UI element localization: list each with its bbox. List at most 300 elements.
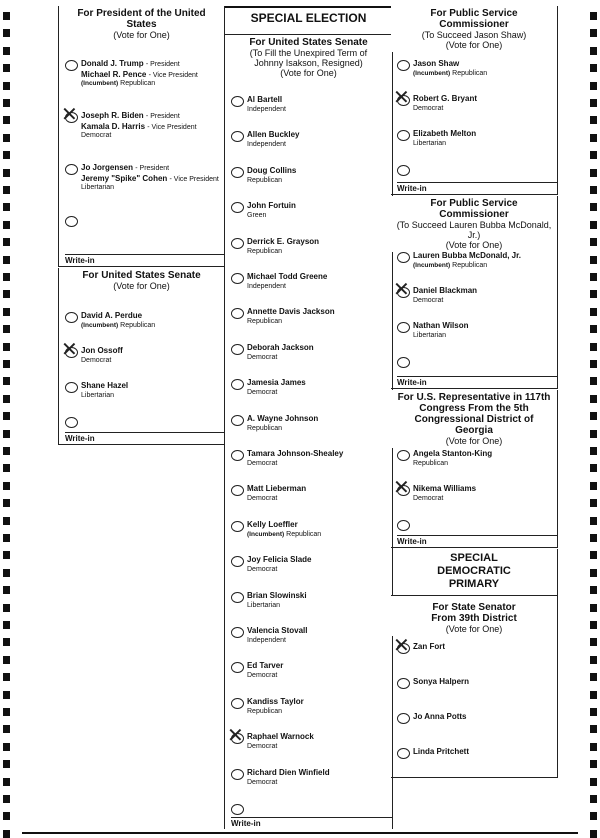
candidate-row[interactable] xyxy=(391,711,557,745)
candidate-row[interactable] xyxy=(391,277,557,319)
party-name: Republican xyxy=(413,460,449,467)
candidate-row[interactable] xyxy=(225,767,392,801)
candidate-party xyxy=(81,356,111,365)
write-in-label[interactable]: Write-in xyxy=(65,432,224,443)
party-name: Republican xyxy=(247,176,283,184)
candidate-name-text: A. Wayne Johnson xyxy=(247,413,319,423)
candidate-row[interactable] xyxy=(225,377,392,411)
vote-oval[interactable] xyxy=(65,164,78,175)
candidate-name-text: Al Bartell xyxy=(247,95,283,104)
candidate-name xyxy=(247,555,311,565)
candidate-party xyxy=(247,494,277,503)
candidate-row[interactable] xyxy=(391,676,557,710)
running-mate-name: Jeremy "Spike" Cohen xyxy=(81,174,168,183)
timing-mark xyxy=(590,604,597,612)
candidate-row[interactable] xyxy=(59,310,224,344)
timing-mark xyxy=(3,812,10,820)
candidate-name xyxy=(413,286,477,296)
timing-mark xyxy=(590,586,597,594)
timing-mark xyxy=(590,290,597,298)
timing-mark xyxy=(3,551,10,559)
candidate-name-text: Raphael Warnock xyxy=(247,732,314,742)
vote-oval[interactable] xyxy=(397,322,410,333)
candidate-name-text: Jo Jorgensen xyxy=(81,163,134,172)
vote-oval[interactable] xyxy=(231,485,244,496)
vote-mark-x: ✕ xyxy=(393,475,410,499)
timing-mark xyxy=(3,64,10,72)
timing-mark xyxy=(3,725,10,733)
candidate-name-text: Sonya Halpern xyxy=(413,677,470,686)
candidate-row[interactable] xyxy=(225,696,392,730)
timing-mark xyxy=(3,499,10,507)
vote-oval[interactable] xyxy=(231,202,244,213)
candidate-name xyxy=(247,520,298,530)
candidate-row[interactable] xyxy=(225,519,392,553)
candidate-row[interactable] xyxy=(225,94,392,128)
vote-oval[interactable] xyxy=(65,382,78,393)
write-in-label[interactable]: Write-in xyxy=(65,254,224,265)
party-name: Libertarian xyxy=(81,184,115,191)
candidate-row[interactable] xyxy=(391,250,557,284)
candidate-row[interactable] xyxy=(391,448,557,482)
party-name: Democrat xyxy=(247,460,278,467)
vote-oval[interactable] xyxy=(397,678,410,689)
candidate-name xyxy=(247,626,307,636)
candidate-name xyxy=(81,311,142,321)
candidate-name-text: Kelly Loeffler xyxy=(247,519,298,529)
candidate-row[interactable] xyxy=(59,380,224,414)
race-header xyxy=(225,35,392,80)
party-name: Independent xyxy=(247,283,286,290)
vote-oval[interactable] xyxy=(231,556,244,567)
timing-mark xyxy=(3,743,10,751)
candidate-name-text: Doug Collins xyxy=(247,165,297,175)
candidate-name xyxy=(247,661,283,671)
vote-mark-x: ✕ xyxy=(61,102,78,126)
vote-oval[interactable] xyxy=(397,130,410,141)
race-psc-shaw xyxy=(391,6,558,195)
candidate-party xyxy=(247,742,277,751)
candidate-role: - President xyxy=(135,165,170,172)
party-name: Republican xyxy=(286,530,322,538)
timing-mark xyxy=(590,812,597,820)
candidate-party xyxy=(247,601,280,610)
race-president xyxy=(58,6,224,267)
party-name: Republican xyxy=(247,318,283,326)
race-title: For State Senator From 39th District xyxy=(431,602,517,624)
candidate-name-text: Daniel Blackman xyxy=(413,286,478,295)
timing-mark xyxy=(3,273,10,281)
write-in-oval[interactable] xyxy=(397,357,410,368)
candidate-name xyxy=(247,378,306,388)
timing-mark xyxy=(3,377,10,385)
party-name: Democrat xyxy=(247,672,278,680)
party-name: Republican xyxy=(452,70,488,77)
timing-mark xyxy=(3,482,10,490)
timing-mark xyxy=(3,569,10,577)
candidate-name xyxy=(247,449,343,459)
candidate-party xyxy=(413,459,448,468)
timing-mark xyxy=(3,134,10,142)
timing-mark xyxy=(3,691,10,699)
candidate-party xyxy=(413,331,446,340)
candidate-row[interactable] xyxy=(225,236,392,270)
candidate-row[interactable] xyxy=(59,58,224,92)
party-name: Green xyxy=(247,212,267,220)
timing-mark xyxy=(3,621,10,629)
candidate-name-text: Deborah Jackson xyxy=(247,342,314,352)
candidate-name-text: Jo Anna Potts xyxy=(413,712,467,721)
candidate-name xyxy=(247,768,330,778)
write-in-label[interactable]: Write-in xyxy=(397,182,557,193)
timing-mark xyxy=(590,256,597,264)
party-name: Democrat xyxy=(413,495,444,502)
timing-mark xyxy=(3,604,10,612)
candidate-name-text: Shane Hazel xyxy=(81,381,129,390)
vote-oval[interactable] xyxy=(397,713,410,724)
bottom-border xyxy=(22,832,578,834)
party-name: Democrat xyxy=(413,297,444,304)
timing-mark xyxy=(590,203,597,211)
candidate-party xyxy=(247,176,282,185)
write-in-row[interactable] xyxy=(59,214,224,248)
vote-mark-x: ✕ xyxy=(393,633,410,657)
race-header xyxy=(391,390,557,448)
candidate-name-text: Tamara Johnson-Shealey xyxy=(247,449,344,458)
timing-mark xyxy=(590,499,597,507)
candidate-name-text: Allen Buckley xyxy=(247,130,300,140)
party-name: Democrat xyxy=(247,778,278,786)
race-us-senate xyxy=(58,268,224,445)
candidate-name xyxy=(247,166,296,176)
candidate-row[interactable] xyxy=(225,413,392,447)
candidate-row[interactable] xyxy=(225,625,392,659)
timing-mark xyxy=(590,534,597,542)
timing-mark xyxy=(3,238,10,246)
vote-mark-x: ✕ xyxy=(393,277,410,301)
write-in-label[interactable]: Write-in xyxy=(231,817,392,828)
candidate-name xyxy=(247,591,307,601)
write-in-oval[interactable] xyxy=(397,165,410,176)
timing-mark xyxy=(590,343,597,351)
candidate-party xyxy=(413,494,443,503)
candidate-name-text: Donald J. Trump xyxy=(81,59,144,68)
candidate-name xyxy=(81,346,123,356)
vote-oval[interactable] xyxy=(231,379,244,390)
candidate-row[interactable] xyxy=(225,271,392,305)
race-title: For United States Senate xyxy=(249,37,368,48)
vote-oval[interactable] xyxy=(231,131,244,142)
candidate-row[interactable] xyxy=(59,337,224,379)
vote-oval[interactable] xyxy=(231,627,244,638)
vote-oval[interactable] xyxy=(231,662,244,673)
timing-mark xyxy=(3,795,10,803)
write-in-oval[interactable] xyxy=(231,804,244,815)
candidate-row[interactable] xyxy=(391,633,557,675)
timing-mark xyxy=(3,308,10,316)
candidate-name xyxy=(413,129,476,139)
race-psc-mcdonald xyxy=(391,196,558,389)
candidate-name-text: Annette Davis Jackson xyxy=(247,307,335,317)
timing-mark xyxy=(3,343,10,351)
party-name: Democrat xyxy=(247,566,278,574)
timing-mark xyxy=(590,29,597,37)
candidate-row[interactable] xyxy=(225,165,392,199)
candidate-name-text: Jamesia James xyxy=(247,378,306,388)
candidate-role: - President xyxy=(145,113,180,120)
candidate-party xyxy=(247,317,282,326)
race-title: For United States Senate xyxy=(82,270,201,281)
timing-mark xyxy=(590,99,597,107)
vote-mark-x: ✕ xyxy=(61,337,78,361)
candidate-name xyxy=(247,201,296,211)
vote-oval[interactable] xyxy=(231,769,244,780)
vote-for-label: (Vote for One) xyxy=(445,624,503,634)
timing-mark xyxy=(590,395,597,403)
party-name: Democrat xyxy=(247,389,278,397)
candidate-name-text: Elizabeth Melton xyxy=(413,129,477,138)
timing-mark xyxy=(590,725,597,733)
timing-mark xyxy=(3,638,10,646)
timing-mark xyxy=(590,430,597,438)
candidate-name-text: Derrick E. Grayson xyxy=(247,236,320,246)
timing-mark xyxy=(3,221,10,229)
candidate-row[interactable] xyxy=(225,200,392,234)
candidate-name-text: Richard Dien Winfield xyxy=(247,767,330,777)
candidate-name xyxy=(247,414,318,424)
candidate-name-text: John Fortuin xyxy=(247,201,296,211)
vote-oval[interactable] xyxy=(231,96,244,107)
timing-mark xyxy=(3,116,10,124)
timing-mark xyxy=(590,621,597,629)
vote-oval[interactable] xyxy=(231,344,244,355)
candidate-party xyxy=(247,388,277,397)
candidate-row[interactable] xyxy=(59,162,224,196)
party-name: Democrat xyxy=(413,105,444,112)
candidate-name-text: Lauren Bubba McDonald, Jr. xyxy=(413,251,522,260)
vote-oval[interactable] xyxy=(231,273,244,284)
candidate-name-text: Kandiss Taylor xyxy=(247,696,304,706)
timing-mark xyxy=(3,395,10,403)
vote-oval[interactable] xyxy=(397,748,410,759)
race-title: For U.S. Representative in 117th Congress From the 5th Congressional District of Georgia xyxy=(397,392,551,436)
timing-mark xyxy=(3,186,10,194)
candidate-row[interactable] xyxy=(225,448,392,482)
candidate-row[interactable] xyxy=(225,483,392,517)
vote-oval[interactable] xyxy=(231,167,244,178)
timing-mark xyxy=(590,186,597,194)
timing-mark xyxy=(3,360,10,368)
candidate-row[interactable] xyxy=(225,723,392,765)
timing-mark xyxy=(3,203,10,211)
timing-mark xyxy=(590,116,597,124)
timing-mark xyxy=(3,673,10,681)
vote-oval[interactable] xyxy=(397,252,410,263)
vote-oval[interactable] xyxy=(231,698,244,709)
candidate-row[interactable] xyxy=(59,102,224,144)
party-name: Democrat xyxy=(247,743,278,751)
timing-mark xyxy=(590,656,597,664)
timing-mark xyxy=(3,29,10,37)
party-name: Libertarian xyxy=(413,140,447,147)
timing-mark xyxy=(590,82,597,90)
race-subtitle: (To Succeed Lauren Bubba McDonald, Jr.) xyxy=(396,220,552,240)
timing-mark xyxy=(590,377,597,385)
candidate-party xyxy=(247,424,282,433)
candidate-name xyxy=(413,251,521,261)
vote-oval[interactable] xyxy=(231,450,244,461)
timing-mark xyxy=(590,447,597,455)
timing-mark xyxy=(590,325,597,333)
timing-mark xyxy=(3,151,10,159)
candidate-name xyxy=(247,272,327,282)
timing-mark xyxy=(590,778,597,786)
timing-mark xyxy=(590,221,597,229)
candidate-name-text: Robert G. Bryant xyxy=(413,94,478,103)
candidate-row[interactable] xyxy=(225,129,392,163)
party-name: Independent xyxy=(247,141,286,149)
write-in-oval[interactable] xyxy=(397,520,410,531)
timing-mark xyxy=(3,430,10,438)
write-in-oval[interactable] xyxy=(65,216,78,227)
candidate-name-text: Joseph R. Biden xyxy=(81,111,144,120)
vote-oval[interactable] xyxy=(65,60,78,71)
party-name: Republican xyxy=(247,707,283,715)
vote-oval[interactable] xyxy=(231,592,244,603)
candidate-name xyxy=(247,732,314,742)
race-title: For President of the United States xyxy=(77,8,206,30)
timing-mark xyxy=(590,569,597,577)
incumbent-label: (Incumbent) xyxy=(247,530,285,538)
race-header xyxy=(59,6,224,42)
candidate-name xyxy=(247,307,335,317)
timing-mark xyxy=(590,412,597,420)
race-title: For Public Service Commissioner xyxy=(430,198,518,220)
timing-mark xyxy=(3,708,10,716)
running-mate-role: - Vice President xyxy=(148,72,198,79)
candidate-name xyxy=(247,237,319,247)
timing-mark xyxy=(590,464,597,472)
candidate-row[interactable] xyxy=(391,320,557,354)
party-name: Republican xyxy=(452,262,488,269)
candidate-name-text: Valencia Stovall xyxy=(247,626,308,635)
candidate-party xyxy=(247,211,266,220)
timing-mark xyxy=(590,273,597,281)
candidate-name xyxy=(247,343,314,353)
timing-mark xyxy=(590,673,597,681)
vote-for-label: (Vote for One) xyxy=(113,281,170,291)
candidate-row[interactable] xyxy=(391,475,557,517)
candidate-name xyxy=(247,484,306,494)
vote-for-label: (Vote for One) xyxy=(445,436,503,446)
special-primary-heading: SPECIAL DEMOCRATIC PRIMARY xyxy=(391,549,557,596)
timing-mark xyxy=(3,760,10,768)
vote-for-label: (Vote for One) xyxy=(113,30,170,40)
candidate-row[interactable] xyxy=(225,306,392,340)
candidate-row[interactable] xyxy=(225,554,392,588)
candidate-row[interactable] xyxy=(391,58,557,92)
timing-mark xyxy=(590,743,597,751)
candidate-name xyxy=(81,381,128,391)
write-in-oval[interactable] xyxy=(65,417,78,428)
vote-for-label: (Vote for One) xyxy=(445,40,503,50)
candidate-name xyxy=(81,163,219,185)
party-name: Democrat xyxy=(81,132,112,139)
race-subtitle: (To Fill the Unexpired Term of Johnny Isakson, Resigned) xyxy=(249,48,368,68)
party-name: Libertarian xyxy=(247,601,281,609)
vote-oval[interactable] xyxy=(231,308,244,319)
timing-mark xyxy=(590,638,597,646)
candidate-row[interactable] xyxy=(391,85,557,127)
write-in-label[interactable]: Write-in xyxy=(397,376,557,387)
candidate-name xyxy=(247,130,299,140)
party-name: Democrat xyxy=(247,353,278,361)
vote-oval[interactable] xyxy=(231,521,244,532)
candidate-party xyxy=(247,636,286,645)
timing-mark xyxy=(3,169,10,177)
candidate-name xyxy=(413,321,468,331)
timing-mark xyxy=(3,290,10,298)
timing-mark xyxy=(590,517,597,525)
race-state-senate-primary xyxy=(391,549,558,778)
timing-mark xyxy=(590,169,597,177)
vote-oval[interactable] xyxy=(65,312,78,323)
timing-mark xyxy=(590,12,597,20)
party-name: Democrat xyxy=(247,495,278,503)
candidate-party xyxy=(413,296,443,305)
candidate-name xyxy=(247,95,282,105)
candidate-name xyxy=(413,642,445,652)
candidate-name-text: Joy Felicia Slade xyxy=(247,555,312,565)
candidate-name xyxy=(413,484,476,494)
race-header xyxy=(391,596,557,636)
candidate-row[interactable] xyxy=(225,342,392,376)
candidate-name xyxy=(413,94,477,104)
vote-oval[interactable] xyxy=(397,60,410,71)
candidate-row[interactable] xyxy=(225,660,392,694)
timing-mark xyxy=(3,325,10,333)
vote-oval[interactable] xyxy=(397,450,410,461)
candidate-name-text: Jon Ossoff xyxy=(81,346,123,355)
timing-mark xyxy=(590,708,597,716)
candidate-row[interactable] xyxy=(225,590,392,624)
candidate-row[interactable] xyxy=(391,746,557,780)
candidate-row[interactable] xyxy=(391,128,557,162)
incumbent-label: (Incumbent) xyxy=(413,262,451,269)
candidate-party xyxy=(247,105,286,114)
timing-mark xyxy=(3,517,10,525)
vote-oval[interactable] xyxy=(231,238,244,249)
party-name: Republican xyxy=(120,80,156,87)
candidate-name-text: David A. Perdue xyxy=(81,311,143,320)
timing-mark xyxy=(3,82,10,90)
candidate-name-text: Matt Lieberman xyxy=(247,484,307,494)
candidate-name xyxy=(413,59,459,69)
race-us-house xyxy=(391,390,558,548)
candidate-name-text: Zan Fort xyxy=(413,642,445,651)
vote-for-label: (Vote for One) xyxy=(280,68,337,78)
timing-mark xyxy=(590,482,597,490)
party-name: Republican xyxy=(120,322,156,329)
timing-mark xyxy=(590,360,597,368)
candidate-name xyxy=(413,449,492,459)
timing-mark xyxy=(590,308,597,316)
write-in-label[interactable]: Write-in xyxy=(397,535,557,546)
race-title: For Public Service Commissioner xyxy=(430,8,518,30)
candidate-name xyxy=(413,677,469,687)
timing-mark xyxy=(3,447,10,455)
vote-oval[interactable] xyxy=(231,415,244,426)
